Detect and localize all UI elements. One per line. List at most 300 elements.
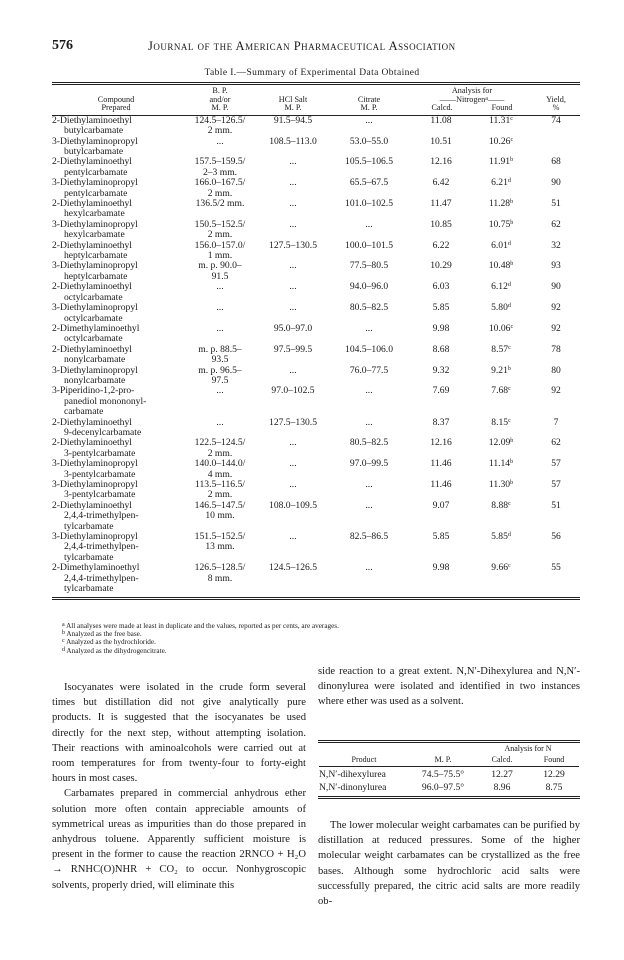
cell-line: panediol monononyl- xyxy=(64,395,147,407)
cell-found xyxy=(470,501,532,532)
cell-value: 6.12 xyxy=(491,281,508,293)
cell-line: ... xyxy=(365,416,373,428)
header-text: Calcd. xyxy=(431,103,453,113)
cell-line: 57 xyxy=(551,479,561,490)
cell-found xyxy=(470,199,532,220)
cell-line: 3-pentylcarbamate xyxy=(64,489,136,501)
footnote-mark: c xyxy=(508,417,511,424)
cell-yield xyxy=(532,178,580,199)
cell-compound xyxy=(52,459,180,480)
cell-calcd xyxy=(412,324,470,345)
cell-calcd xyxy=(412,459,470,480)
cell-line: 65.5–67.5 xyxy=(349,177,389,189)
cell-hcl-mp xyxy=(260,532,326,563)
cell-line: 80.5–82.5 xyxy=(349,437,389,449)
cell-value: 10.75 xyxy=(488,218,511,230)
cell-line: 95.0–97.0 xyxy=(273,322,313,334)
cell-line: butylcarbamate xyxy=(64,146,124,157)
cell-line: 3-pentylcarbamate xyxy=(64,468,136,480)
header-text: Product xyxy=(351,755,377,764)
cell-citrate-mp xyxy=(326,459,412,480)
cell-yield xyxy=(532,418,580,439)
cell-line: 97.0–99.5 xyxy=(349,458,389,470)
cell-line: ... xyxy=(289,479,297,490)
data-table xyxy=(52,82,580,600)
table-footnotes xyxy=(62,622,339,655)
table-row xyxy=(52,282,580,303)
cell-line: 82.5–86.5 xyxy=(349,531,389,543)
cell-line: 2,4,4-trimethylpen- xyxy=(64,541,139,553)
cell-line: carbamate xyxy=(64,406,104,418)
cell-line: ... xyxy=(216,416,224,428)
cell-calcd xyxy=(412,157,470,178)
footnote-mark: a xyxy=(62,622,65,628)
cell-line: hexylcarbamate xyxy=(64,208,125,220)
cell-value: 11.31 xyxy=(489,114,511,126)
cell-line: 105.5–106.5 xyxy=(345,156,393,168)
cell-citrate-mp xyxy=(326,220,412,241)
cell-calcd xyxy=(412,220,470,241)
cell-line: 6.22 xyxy=(432,239,450,251)
footnote-mark: d xyxy=(507,240,511,247)
cell-found xyxy=(470,438,532,459)
table-row xyxy=(52,178,580,199)
cell-line: 5.85 xyxy=(432,302,450,314)
cell-product: N,N′-dinonylurea xyxy=(319,782,387,793)
cell-line: 2-Diethylaminoethyl xyxy=(52,114,132,126)
cell-compound xyxy=(52,386,180,417)
cell-line: 2-Diethylaminoethyl xyxy=(52,343,132,355)
cell-line: 78 xyxy=(551,343,561,355)
cell-line: 7 xyxy=(553,416,559,428)
cell-bp xyxy=(180,241,260,262)
header-text: Analysis for xyxy=(451,86,493,95)
cell-compound xyxy=(52,438,180,459)
cell-hcl-mp xyxy=(260,501,326,532)
footnote-mark: d xyxy=(507,282,511,289)
cell-line: nonylcarbamate xyxy=(64,374,126,386)
cell-calcd xyxy=(412,480,470,501)
cell-value: 11.91 xyxy=(488,156,511,168)
urea-table-header-rule xyxy=(319,766,579,767)
cell-line: heptylcarbamate xyxy=(64,270,128,282)
col-header-analysis xyxy=(412,85,532,115)
cell-line: 91.5–94.5 xyxy=(273,114,313,126)
cell-yield xyxy=(532,157,580,178)
cell-line: 1 mm. xyxy=(207,250,233,262)
cell-bp xyxy=(180,480,260,501)
cell-line: 126.5–128.5/ xyxy=(194,562,246,574)
table-row xyxy=(52,220,580,241)
cell-found xyxy=(470,480,532,501)
cell-line: 80 xyxy=(551,364,561,376)
cell-hcl-mp xyxy=(260,324,326,345)
col-header-citrate xyxy=(326,85,412,115)
cell-hcl-mp xyxy=(260,220,326,241)
table-row xyxy=(318,781,580,794)
cell-line: 2 mm. xyxy=(207,489,233,501)
cell-found xyxy=(470,220,532,241)
cell-value: 11.28 xyxy=(488,198,511,210)
cell-line: 12.16 xyxy=(430,156,452,168)
footnote-text: Analyzed as the hydrochloride. xyxy=(66,638,156,647)
cell-calcd xyxy=(412,261,470,282)
header-text: Compound xyxy=(97,94,135,104)
col-header-bp xyxy=(180,85,260,115)
table-row xyxy=(52,116,580,137)
cell-found xyxy=(470,241,532,262)
cell-hcl-mp xyxy=(260,282,326,303)
cell-calcd xyxy=(412,282,470,303)
cell-hcl-mp xyxy=(260,480,326,501)
table-row xyxy=(52,199,580,220)
cell-value: 9.21 xyxy=(491,364,508,376)
cell-bp xyxy=(180,324,260,345)
table-bottom-rule xyxy=(52,597,580,600)
cell-line: 6.03 xyxy=(432,281,450,293)
journal-title: Journal of the American Pharmaceutical Association xyxy=(148,39,456,53)
cell-line: ... xyxy=(289,364,297,376)
footnote-mark: b xyxy=(507,365,511,372)
cell-yield xyxy=(532,459,580,480)
cell-yield xyxy=(532,563,580,594)
cell-line: 2 mm. xyxy=(207,187,233,199)
cell-found xyxy=(470,178,532,199)
cell-citrate-mp xyxy=(326,563,412,594)
cell-line: 5.85 xyxy=(432,531,450,543)
page-header xyxy=(52,38,580,58)
cell-line: 62 xyxy=(551,437,561,449)
cell-line: 2 mm. xyxy=(207,447,233,459)
cell-line: 3-Piperidino-1,2-pro- xyxy=(52,385,135,397)
cell-found xyxy=(470,157,532,178)
cell-line: 104.5–106.0 xyxy=(345,343,393,355)
cell-bp xyxy=(180,199,260,220)
cell-line: ... xyxy=(216,302,224,314)
header-text: % xyxy=(552,103,560,113)
cell-line: 55 xyxy=(551,562,561,574)
cell-compound xyxy=(52,418,180,439)
table-row xyxy=(52,345,580,366)
footnote-mark: b xyxy=(62,630,65,637)
cell-yield xyxy=(532,366,580,387)
cell-line: 3-Diethylaminopropyl xyxy=(52,531,138,543)
cell-yield xyxy=(532,480,580,501)
cell-compound xyxy=(52,282,180,303)
cell-line: 7.69 xyxy=(432,385,450,397)
cell-line: 2 mm. xyxy=(207,229,233,241)
cell-line: 12.16 xyxy=(430,437,452,449)
table-row xyxy=(52,459,580,480)
cell-hcl-mp xyxy=(260,459,326,480)
cell-line: ... xyxy=(216,281,224,293)
cell-bp xyxy=(180,459,260,480)
cell-line: 93.5 xyxy=(211,354,229,366)
col-header-compound xyxy=(52,85,180,115)
cell-value: 8.88 xyxy=(491,499,509,511)
cell-found xyxy=(470,345,532,366)
cell-line: 156.0–157.0/ xyxy=(194,239,246,251)
cell-line: 127.5–130.5 xyxy=(269,416,317,428)
cell-line: hexylcarbamate xyxy=(64,229,125,241)
cell-line: 146.5–147.5/ xyxy=(194,499,246,511)
cell-bp xyxy=(180,418,260,439)
cell-line: 90 xyxy=(551,281,561,293)
analysis-subheaders xyxy=(412,104,532,113)
cell-bp xyxy=(180,345,260,366)
cell-line: 93 xyxy=(551,260,561,272)
footnote xyxy=(62,647,339,655)
cell-line: 9-decenylcarbamate xyxy=(64,426,142,438)
cell-value: 7.68 xyxy=(491,385,509,397)
left-column-text xyxy=(52,680,306,893)
cell-citrate-mp xyxy=(326,178,412,199)
header-text: Analysis for N xyxy=(504,744,552,753)
cell-citrate-mp xyxy=(326,303,412,324)
cell-yield xyxy=(532,241,580,262)
footnote-mark: b xyxy=(510,199,514,206)
cell-value: 8.57 xyxy=(491,343,509,355)
table-row xyxy=(52,386,580,417)
cell-yield xyxy=(532,386,580,417)
cell-line: ... xyxy=(365,385,373,397)
cell-line: 157.5–159.5/ xyxy=(194,156,246,168)
cell-line: 2-Diethylaminoethyl xyxy=(52,156,132,168)
col-header-analysis-n xyxy=(476,743,580,754)
cell-citrate-mp xyxy=(326,261,412,282)
cell-line: 3-Diethylaminopropyl xyxy=(52,302,138,314)
cell-found xyxy=(470,563,532,594)
cell-bp xyxy=(180,386,260,417)
cell-calcd xyxy=(412,418,470,439)
cell-hcl-mp xyxy=(260,137,326,158)
cell-compound xyxy=(52,501,180,532)
cell-hcl-mp xyxy=(260,241,326,262)
cell-mp: 96.0–97.5° xyxy=(421,782,465,793)
col-header-calcd xyxy=(476,754,528,765)
cell-yield xyxy=(532,282,580,303)
cell-line: 51 xyxy=(551,198,561,210)
cell-yield xyxy=(532,532,580,563)
cell-bp xyxy=(180,261,260,282)
cell-citrate-mp xyxy=(326,241,412,262)
cell-value: 11.30 xyxy=(488,479,511,490)
cell-line: 140.0–144.0/ xyxy=(194,458,246,470)
cell-line: ... xyxy=(289,458,297,470)
footnote-mark: c xyxy=(62,638,65,645)
cell-line: ... xyxy=(216,135,224,147)
cell-line: nonylcarbamate xyxy=(64,354,126,366)
footnote xyxy=(62,622,339,630)
cell-line: 108.0–109.5 xyxy=(269,499,317,511)
cell-calcd xyxy=(412,241,470,262)
cell-line: 2–3 mm. xyxy=(202,166,238,178)
cell-bp xyxy=(180,282,260,303)
header-text: M. P. xyxy=(434,755,452,764)
urea-table-bottom-rule xyxy=(318,796,580,799)
cell-compound xyxy=(52,261,180,282)
cell-line: 92 xyxy=(551,385,561,397)
cell-line: ... xyxy=(289,531,297,543)
cell-calcd xyxy=(412,366,470,387)
footnote-mark: d xyxy=(62,646,65,653)
cell-yield xyxy=(532,137,580,158)
cell-compound xyxy=(52,178,180,199)
cell-line: ... xyxy=(216,322,224,334)
cell-line: 10.51 xyxy=(430,135,452,147)
cell-line: m. p. 96.5– xyxy=(198,364,242,376)
cell-line: 92 xyxy=(551,322,561,334)
paragraph: side reaction to a great extent. N,N′-Dihexylurea and N,N′-dinonylurea were isolated and identified in two instances where ether was used as a solvent. xyxy=(318,666,580,708)
footnote xyxy=(62,630,339,638)
table-row xyxy=(52,157,580,178)
cell-line: 91.5 xyxy=(211,270,229,282)
cell-line: 113.5–116.5/ xyxy=(195,479,245,490)
cell-compound xyxy=(52,532,180,563)
table-row xyxy=(52,324,580,345)
cell-hcl-mp xyxy=(260,303,326,324)
cell-yield xyxy=(532,501,580,532)
cell-line: ... xyxy=(289,198,297,210)
cell-value: 6.01 xyxy=(491,239,508,251)
cell-line: 100.0–101.5 xyxy=(345,239,393,251)
cell-found xyxy=(470,418,532,439)
cell-yield xyxy=(532,345,580,366)
header-text: Found xyxy=(491,103,513,113)
cell-value: 5.80 xyxy=(491,302,508,314)
cell-line: octylcarbamate xyxy=(64,312,123,324)
cell-hcl-mp xyxy=(260,345,326,366)
cell-line: 6.42 xyxy=(432,177,450,189)
cell-line: 3-Diethylaminopropyl xyxy=(52,135,138,147)
cell-calcd xyxy=(412,116,470,137)
cell-line: 90 xyxy=(551,177,561,189)
cell-value: 6.21 xyxy=(491,177,508,189)
cell-line: 3-Diethylaminopropyl xyxy=(52,218,138,230)
header-text: M. P. xyxy=(360,103,378,113)
cell-line: 151.5–152.5/ xyxy=(194,531,246,543)
cell-line: 3-Diethylaminopropyl xyxy=(52,260,138,272)
cell-compound xyxy=(52,157,180,178)
cell-line: 3-pentylcarbamate xyxy=(64,447,136,459)
cell-line: tylcarbamate xyxy=(64,520,114,532)
cell-line: 2-Diethylaminoethyl xyxy=(52,198,132,210)
cell-found xyxy=(470,261,532,282)
cell-citrate-mp xyxy=(326,345,412,366)
table-row xyxy=(52,480,580,501)
cell-line: 2-Diethylaminoethyl xyxy=(52,499,132,511)
cell-bp xyxy=(180,303,260,324)
cell-line: 57 xyxy=(551,458,561,470)
cell-line: 101.0–102.5 xyxy=(345,198,393,210)
paragraph: Carbamates prepared in commercial anhydrous ether solution more often contain appreciable amounts of symmetrical ureas as impurities than do those prepared in anhydrous toluene. Apparently sufficient moisture is present in the former to cause the reaction 2RNCO + H₂O → RNHC(O)NHR + CO₂ to occur. Nonhygroscopic solvents, properly dried, will eliminate this xyxy=(52,788,306,891)
footnote xyxy=(62,638,339,646)
cell-line: 9.98 xyxy=(432,562,450,574)
cell-line: 8 mm. xyxy=(207,572,233,584)
cell-line: 2-Diethylaminoethyl xyxy=(52,437,132,449)
paragraph: The lower molecular weight carbamates can be purified by distillation at reduced pressures. Some of the higher molecular weight carbamates can be crystallized as the free bases. Although some hydrochloric acid salts were successfully prepared, the citric acid salts are more readily ob- xyxy=(318,820,580,908)
cell-compound xyxy=(52,366,180,387)
cell-bp xyxy=(180,157,260,178)
cell-line: 2-Diethylaminoethyl xyxy=(52,239,132,251)
cell-line: 2-Diethylaminoethyl xyxy=(52,281,132,293)
cell-line: pentylcarbamate xyxy=(64,187,128,199)
header-text: B. P. xyxy=(212,86,228,95)
table-row xyxy=(52,137,580,158)
cell-bp xyxy=(180,178,260,199)
cell-compound xyxy=(52,116,180,137)
footnote-text: Analyzed as the free base. xyxy=(66,630,142,639)
footnote-mark: d xyxy=(507,178,511,185)
table-row xyxy=(52,418,580,439)
cell-line: m. p. 88.5– xyxy=(198,343,242,355)
cell-value: 8.15 xyxy=(491,416,509,428)
header-text: Yield, xyxy=(546,94,566,104)
cell-yield xyxy=(532,220,580,241)
cell-bp xyxy=(180,438,260,459)
paragraph: Isocyanates were isolated in the crude form several times but distillation did not give analytically pure products. It is suggested that the isocyanates be used directly for the next step, without attempting isolation. Their reactions with aminoalcohols were carried out at room temperatures for from twenty-four to forty-eight hours in most cases. xyxy=(52,682,306,785)
cell-value: 12.09 xyxy=(488,437,511,449)
cell-line: ... xyxy=(365,499,373,511)
cell-hcl-mp xyxy=(260,366,326,387)
cell-line: 3-Diethylaminopropyl xyxy=(52,479,138,490)
footnote-mark: d xyxy=(507,532,511,539)
cell-line: 4 mm. xyxy=(207,468,233,480)
cell-line: 11.08 xyxy=(430,114,452,126)
right-column-text-bottom xyxy=(318,818,580,909)
cell-line: 13 mm. xyxy=(205,541,235,553)
cell-line: 68 xyxy=(551,156,561,168)
col-header-hcl xyxy=(260,85,326,115)
cell-line: 3-Diethylaminopropyl xyxy=(52,364,138,376)
cell-citrate-mp xyxy=(326,199,412,220)
table-row xyxy=(318,768,580,781)
cell-found xyxy=(470,324,532,345)
cell-line: butylcarbamate xyxy=(64,125,124,137)
cell-line: tylcarbamate xyxy=(64,583,114,595)
table-row xyxy=(52,241,580,262)
cell-value: 10.26 xyxy=(488,135,511,147)
header-text: Prepared xyxy=(101,103,131,113)
cell-found xyxy=(470,459,532,480)
cell-bp xyxy=(180,220,260,241)
cell-line: 11.46 xyxy=(430,479,452,490)
cell-citrate-mp xyxy=(326,532,412,563)
cell-line: 51 xyxy=(551,499,561,511)
col-header-mp xyxy=(410,743,476,765)
cell-calcd xyxy=(412,386,470,417)
footnote-mark: a xyxy=(485,95,488,102)
cell-bp xyxy=(180,563,260,594)
cell-line: 136.5/2 mm. xyxy=(195,198,245,210)
cell-calcd xyxy=(412,563,470,594)
cell-line: 2-Diethylaminoethyl xyxy=(52,416,132,428)
cell-hcl-mp xyxy=(260,116,326,137)
cell-calcd xyxy=(412,345,470,366)
cell-value: 9.66 xyxy=(491,562,509,574)
cell-line: 62 xyxy=(551,218,561,230)
cell-line: 76.0–77.5 xyxy=(349,364,389,376)
urea-table-header-row xyxy=(318,743,580,754)
footnote-mark: d xyxy=(507,303,511,310)
header-text: M. P. xyxy=(284,103,302,113)
cell-product: N,N′-dihexylurea xyxy=(319,769,386,780)
footnote-mark: c xyxy=(510,115,513,122)
cell-found xyxy=(470,386,532,417)
col-header-yield xyxy=(532,85,580,115)
footnote-mark: c xyxy=(508,386,511,393)
table-row xyxy=(52,501,580,532)
